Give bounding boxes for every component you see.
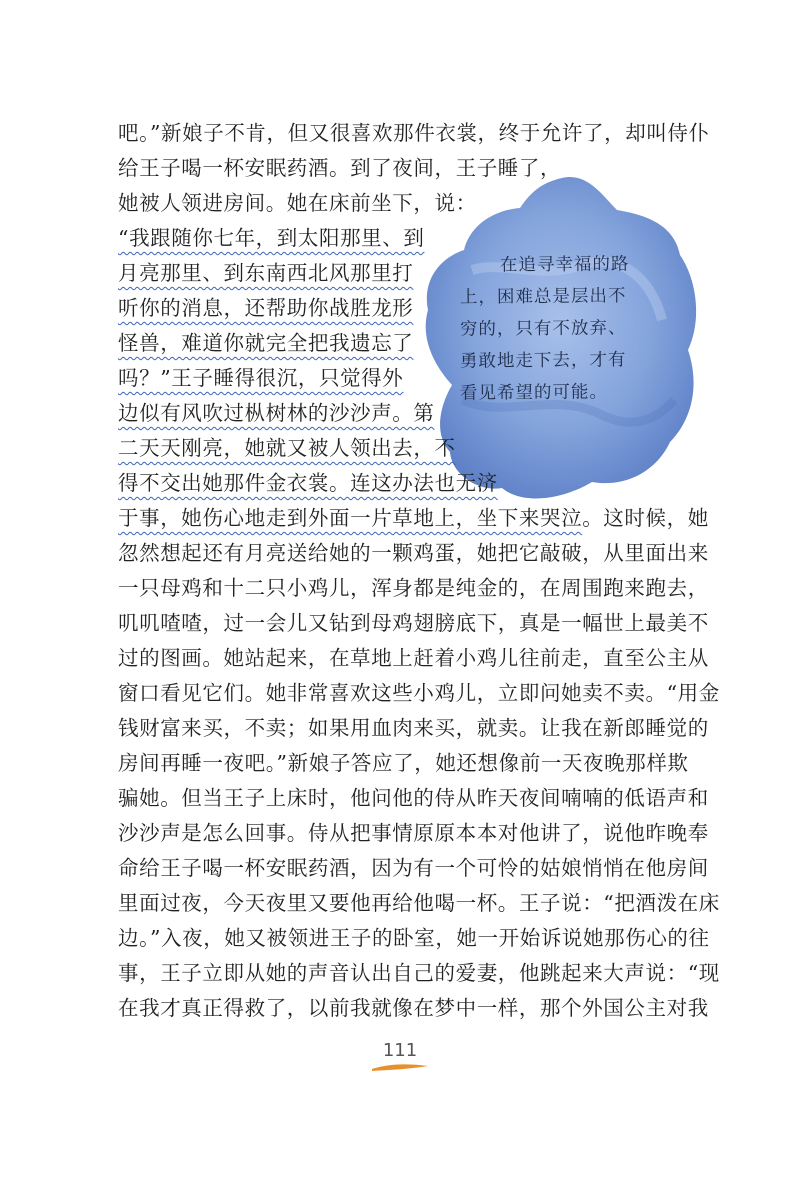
- body-text-line: 沙沙声是怎么回事。侍从把事情原原本本对他讲了，说他昨晚奉: [118, 821, 709, 845]
- body-text-line: 过的图画。她站起来，在草地上赶着小鸡儿往前走，直至公主从: [118, 646, 709, 670]
- body-text-line: 叽叽喳喳，过一会儿又钻到母鸡翅膀底下，真是一幅世上最美不: [118, 611, 709, 635]
- body-text-line: 吧。”新娘子不肯，但又很喜欢那件衣裳，终于允许了，却叫侍仆: [118, 121, 710, 145]
- body-text-line: 得不交出她那件金衣裳。连这办法也无济: [118, 471, 498, 495]
- side-note-line: 上，困难总是层出不: [459, 286, 627, 308]
- page-number: 111: [382, 1040, 418, 1061]
- body-text-line: 她被人领进房间。她在床前坐下，说：: [118, 191, 477, 215]
- body-text-line: 吗？”王子睡得很沉，只觉得外: [118, 366, 404, 390]
- body-text-line: 骗她。但当王子上床时，他问他的侍从昨天夜间喃喃的低语声和: [118, 786, 709, 810]
- body-text-line: 房间再睡一夜吧。”新娘子答应了，她还想像前一天夜晚那样欺: [118, 751, 689, 775]
- side-note-line: 在追寻幸福的路: [499, 254, 630, 276]
- body-text-line: 一只母鸡和十二只小鸡儿，浑身都是纯金的，在周围跑来跑去，: [118, 576, 709, 600]
- body-text-line: 窗口看见它们。她非常喜欢这些小鸡儿，立即问她卖不卖。“用金: [118, 681, 720, 705]
- body-text-line: [118, 503, 709, 533]
- body-text-line: 给王子喝一杯安眠药酒。到了夜间，王子睡了，: [118, 156, 562, 180]
- body-text-line: 事，王子立即从她的声音认出自己的爱妻，他跳起来大声说：“现: [118, 961, 720, 985]
- body-text-line: 怪兽，难道你就完全把我遗忘了: [118, 331, 414, 355]
- body-text-line: 忽然想起还有月亮送给她的一颗鸡蛋，她把它敲破，从里面出来: [118, 541, 709, 565]
- body-text-line: 在我才真正得救了，以前我就像在梦中一样，那个外国公主对我: [118, 996, 709, 1020]
- body-text-line: 命给王子喝一杯安眠药酒，因为有一个可怜的姑娘悄悄在他房间: [118, 856, 709, 880]
- body-text-line: 里面过夜，今天夜里又要他再给他喝一杯。王子说：“把酒泼在床: [118, 891, 720, 915]
- page-number-underline-swoosh: [368, 1060, 432, 1074]
- plain-text-segment: 。这时候，她: [582, 506, 709, 530]
- body-text-line: 月亮那里、到东南西北风那里打: [118, 261, 414, 285]
- body-text-line: 听你的消息，还帮助你战胜龙形: [118, 296, 414, 320]
- body-text-line: 边。”入夜，她又被领进王子的卧室，她一开始诉说她那伤心的往: [118, 926, 710, 950]
- body-text-line: “我跟随你七年，到太阳那里、到: [118, 226, 425, 250]
- body-text-line: 钱财富来买，不卖；如果用血肉来买，就卖。让我在新郎睡觉的: [118, 716, 709, 740]
- body-text-line: 边似有风吹过枞树林的沙沙声。第: [118, 401, 435, 425]
- side-note-line: 穷的，只有不放弃、: [459, 318, 627, 340]
- side-note-line: 看见希望的可能。: [459, 382, 609, 404]
- side-note-line: 勇敢地走下去，才有: [459, 350, 627, 372]
- body-text-line: 二天天刚亮，她就又被人领出去，不: [118, 436, 456, 460]
- underlined-text-segment: 于事，她伤心地走到外面一片草地上，坐下来哭泣: [118, 506, 583, 530]
